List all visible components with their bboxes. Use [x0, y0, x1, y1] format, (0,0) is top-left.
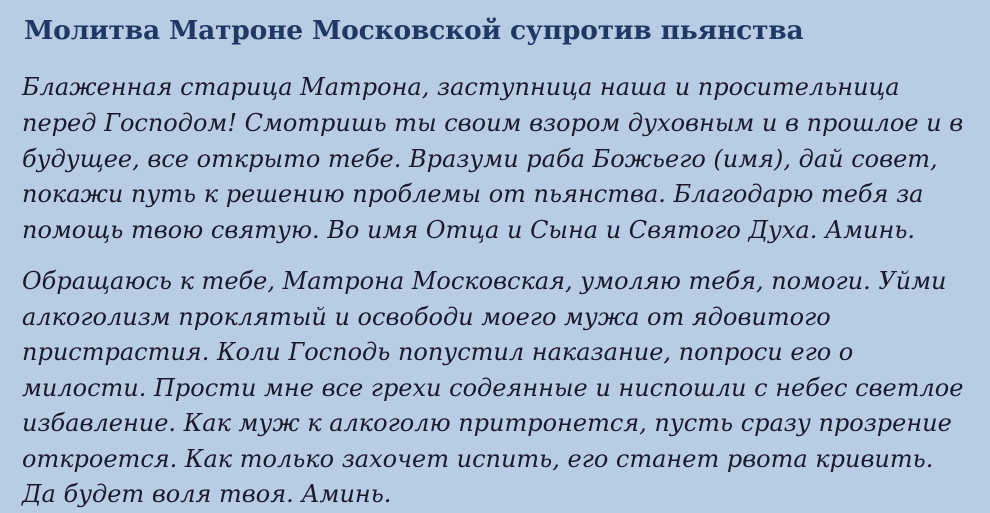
prayer-paragraph-2: Обращаюсь к тебе, Матрона Московская, умоляю тебя, помоги. Уйми алкоголизм проклятый и освободи моего мужа от ядовитого пристрастия. Коли Господь попустил наказание, попроси его о милости. Прости мне все грехи содеянные и ниспошли с небес светлое избавление. Как муж к алкоголю притронется, пусть сразу прозрение откроется. Как только захочет испить, его станет рвота кривить. Да будет воля твоя. Аминь.: [22, 267, 964, 509]
page-title: Молитва Матроне Московской супротив пьянства: [24, 15, 804, 46]
prayer-paragraph-1: Блаженная старица Матрона, заступница наша и просительница перед Господом! Смотришь ты своим взором духовным и в прошлое и в будущее, все открыто тебе. Вразуми раба Божьего (имя), дай совет, покажи путь к решению проблемы от пьянства. Благодарю тебя за помощь твою святую. Во имя Отца и Сына и Святого Духа. Аминь.: [22, 73, 964, 244]
prayer-body: [22, 70, 968, 512]
